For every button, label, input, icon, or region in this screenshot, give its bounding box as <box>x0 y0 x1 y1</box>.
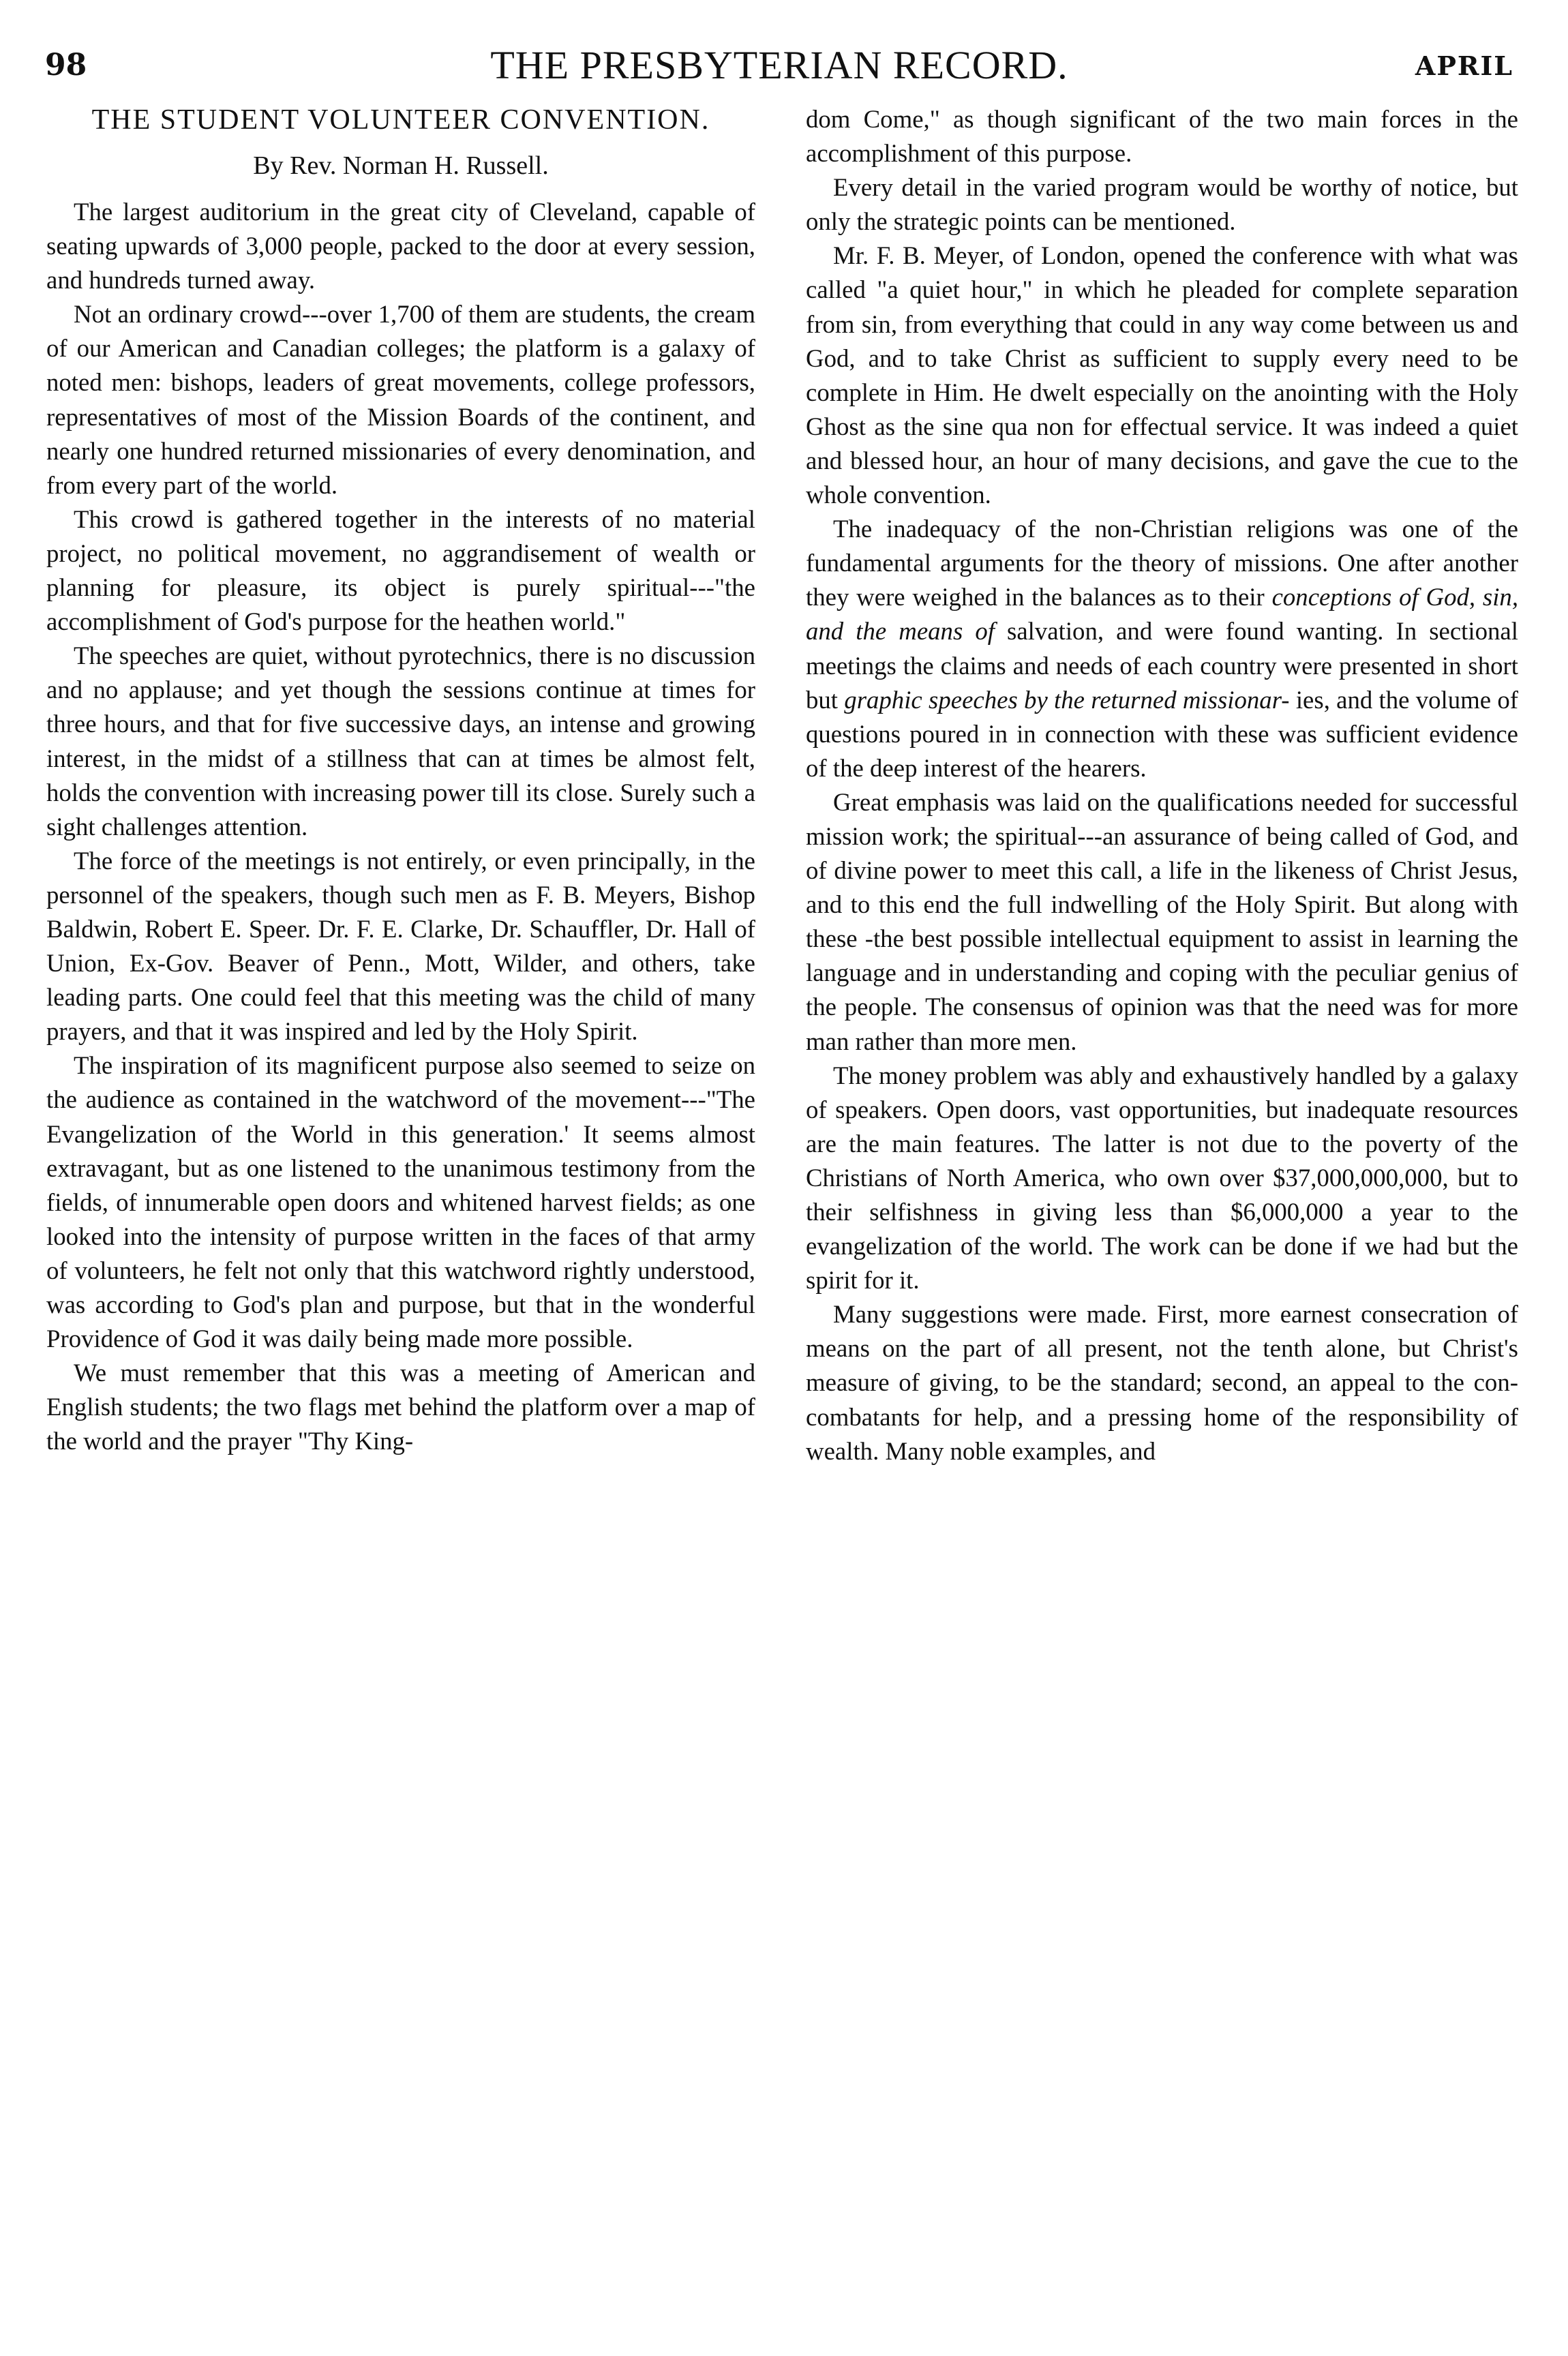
paragraph: The force of the meetings is not entirely, or even principally, in the personnel of the speakers, though such men as F. B. Meyers, Bishop Baldwin, Robert E. Speer. Dr. F. E. Clarke, Dr. Schauffler, Dr. Hall of Union, Ex-Gov. Beaver of Penn., Mott, Wilder, and others, take leading parts. One could feel that this meeting was the child of many prayers, and that it was inspired and led by the Holy Spirit. <box>46 846 755 1046</box>
paragraph: We must remember that this was a meeting of American and English students; the two flags met behind the platform over a map of the world and the prayer "Thy King- <box>46 1359 755 1455</box>
issue-month: APRIL <box>1415 50 1513 81</box>
running-header <box>45 42 1513 104</box>
paragraph: The money problem was ably and exhaustively handled by a galaxy of speakers. Open doors, vast opportunities, but inadequate resources are the main features. The latter is not due to the poverty of the Christians of North America, who own over $37,000,000,000, but to their selfishness in giving less than $6,000,000 a year to the evangelization of the world. The work can be done if we had but the spirit for it. <box>806 1061 1518 1295</box>
italic-text-run: conceptions of God, sin, and the means of <box>806 583 1519 646</box>
article-byline: By Rev. Norman H. Russell. <box>253 151 549 180</box>
paragraph: The inspiration of its magnificent purpose also seemed to seize on the audience as contained in the watchword of the movement---"The Evangelization of the World in this generation.' It seems almost extravagant, but as one listened to the unanimous testimony from the fields, of innumerable open doors and whitened harvest fields; as one looked into the intensity of purpose written in the faces of that army of volunteers, he felt not only that this watchword rightly understood, was according to God's plan and purpose, but that in the wonderful Providence of God it was daily being made more possible. <box>46 1051 755 1353</box>
paragraph: Every detail in the varied program would be worthy of notice, but only the strategic points can be mentioned. <box>806 173 1518 236</box>
text-run: ies, and the volume of questions poured in in connection with these was sufficient evidence of the deep interest of the hearers. <box>806 685 1519 782</box>
paragraph: The speeches are quiet, without pyrotechnics, there is no discussion and no applause; and yet though the sessions continue at times for three hours, and that for five successive days, an intense and growing interest, in the midst of a stillness that can at times be almost felt, holds the convention with increasing power till its close. Surely such a sight challenges attention. <box>46 641 755 841</box>
paragraph: Not an ordinary crowd---over 1,700 of them are students, the cream of our American and Canadian colleges; the platform is a galaxy of noted men: bishops, leaders of great movements, college professors, representatives of most of the Mission Boards of the continent, and nearly one hundred returned missionaries of every denomination, and from every part of the world. <box>46 300 755 499</box>
text-run: The inadequacy of the non-Christian religions was one of the fundamental arguments for the theory of missions. One after another they were weighed in the balances as to their <box>806 515 1518 611</box>
paragraph: Mr. F. B. Meyer, of London, opened the conference with what was called "a quiet hour," in which he pleaded for complete separation from sin, from everything that could in any way come between us and God, and to take Christ as sufficient to supply every need to be complete in Him. He dwelt especially on the anointing with the Holy Ghost as the sine qua non for effectual service. It was indeed a quiet and blessed hour, an hour of many decisions, and gave the cue to the whole convention. <box>806 241 1518 509</box>
italic-text-run: graphic speeches by the returned missionar- <box>844 685 1290 714</box>
paragraph: Many suggestions were made. First, more earnest consecration of means on the part of all present, not the tenth alone, but Christ's measure of giving, to be the standard; second, an appeal to the con-combatants for help, and a pressing home of the responsibility of wealth. Many noble examples, and <box>806 1300 1518 1465</box>
article-title: THE STUDENT VOLUNTEER CONVENTION. <box>91 104 710 136</box>
paragraph: Great emphasis was laid on the qualifications needed for successful mission work; the spiritual---an assurance of being called of God, and of divine power to meet this call, a life in the likeness of Christ Jesus, and to this end the full indwelling of the Holy Spirit. But along with these -the best possible intellectual equipment to assist in learning the language and in understanding and coping with the peculiar genius of the people. The consensus of opinion was that the need was for more man rather than more men. <box>806 787 1518 1055</box>
journal-title: THE PRESBYTERIAN RECORD. <box>490 43 1068 87</box>
left-column <box>46 102 755 1458</box>
paragraph: The largest auditorium in the great city of Cleveland, capable of seating upwards of 3,000 people, packed to the door at every session, and hundreds turned away. <box>46 198 755 294</box>
paragraph-continued: dom Come," as though significant of the two main forces in the accomplishment of this purpose. <box>806 105 1518 168</box>
text-run: salvation, and were found wanting. In sectional meetings the claims and needs of each country were presented in short but <box>806 617 1518 714</box>
paragraph <box>806 512 1518 785</box>
paragraph: This crowd is gathered together in the interests of no material project, no political movement, no aggrandisement of wealth or planning for pleasure, its object is purely spiritual---"the accomplishment of God's purpose for the heathen world." <box>46 504 755 636</box>
right-column <box>806 102 1518 1468</box>
page-number: 98 <box>45 48 87 82</box>
